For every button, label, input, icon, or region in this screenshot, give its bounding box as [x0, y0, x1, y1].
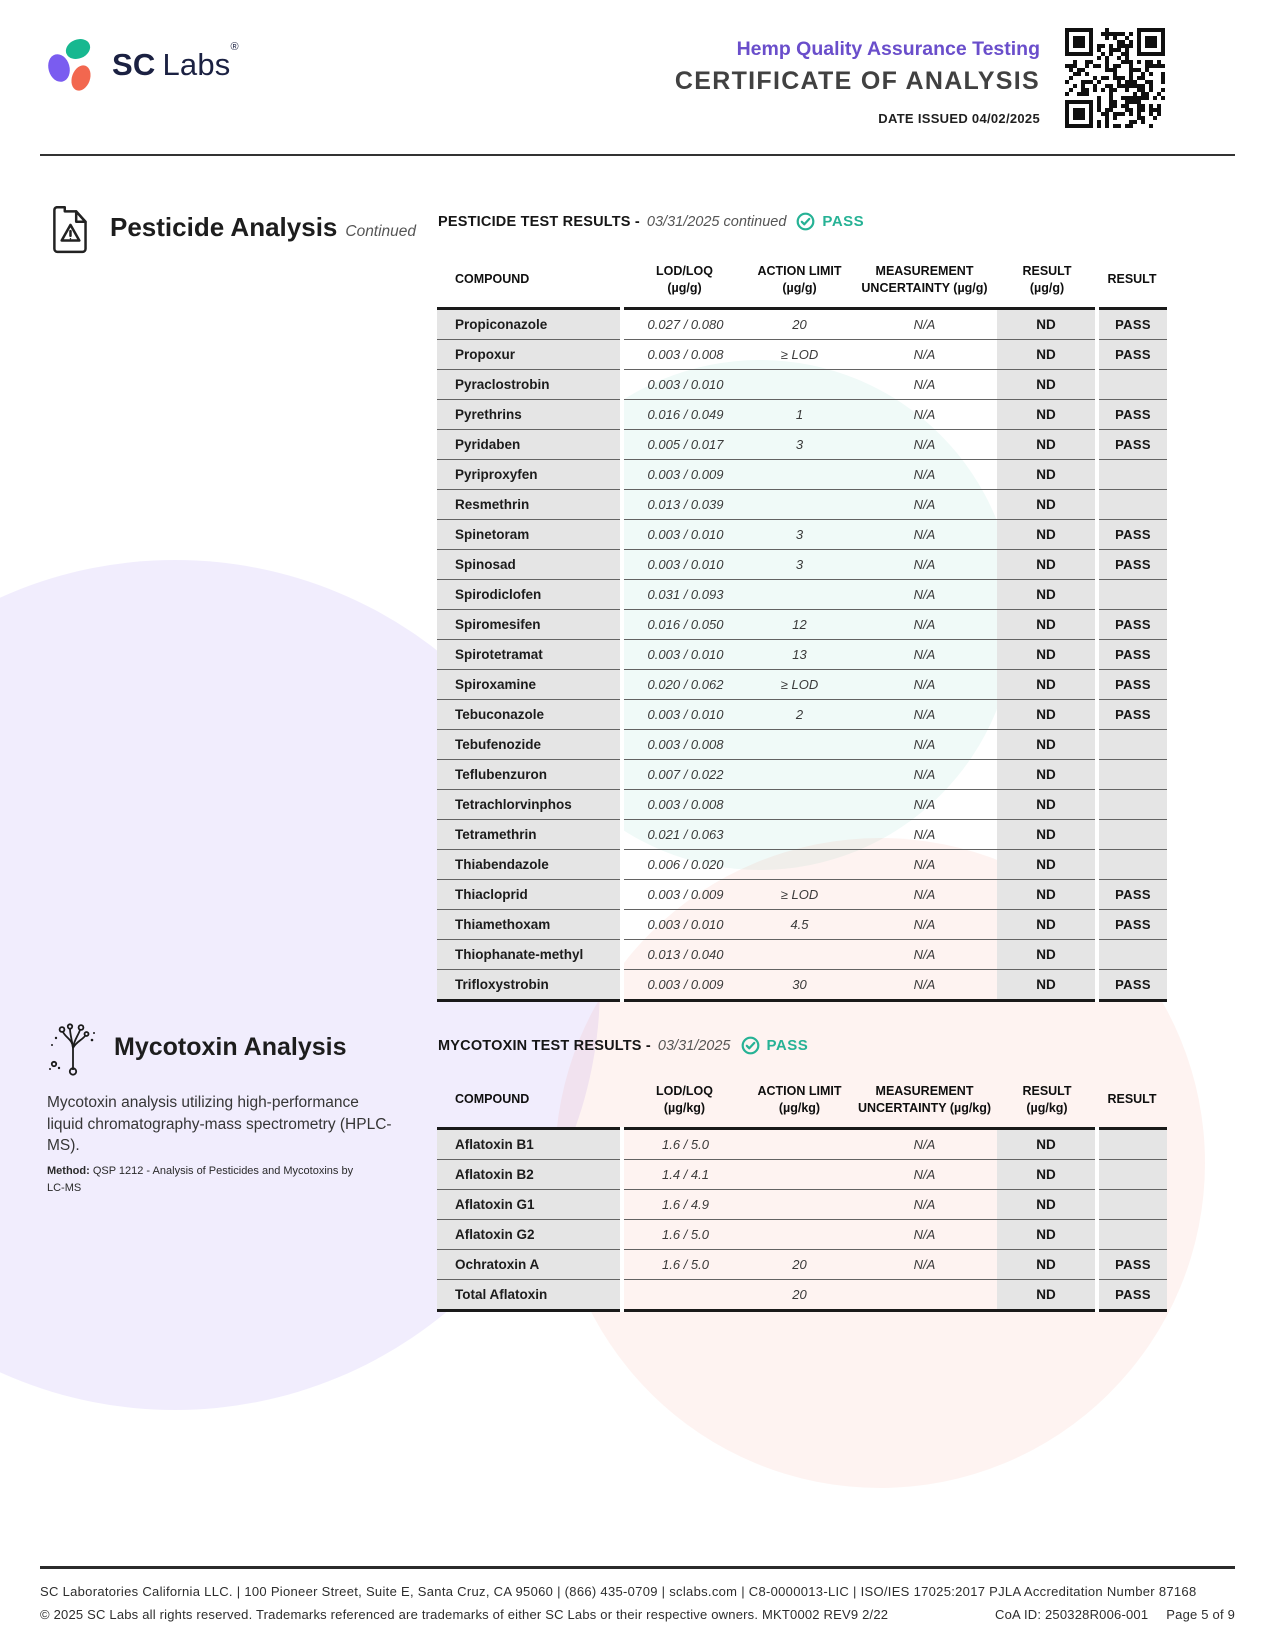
result-cell: ND [997, 790, 1097, 820]
table-row [437, 610, 1167, 640]
lod-loq-cell: 0.016 / 0.050 [622, 610, 747, 640]
mold-spore-icon [44, 1018, 102, 1076]
column-header: LOD/LOQ (µg/kg) [622, 1072, 747, 1129]
table-row [437, 790, 1167, 820]
section-title: Pesticide Analysis [110, 211, 338, 242]
mycotoxin-results-table [437, 1072, 1167, 1312]
footer-divider [40, 1566, 1235, 1569]
lod-loq-cell: 0.003 / 0.010 [622, 520, 747, 550]
uncertainty-cell: N/A [852, 1250, 997, 1280]
status-badge: PASS [766, 1037, 809, 1054]
compound-cell: Propiconazole [437, 309, 622, 340]
table-row [437, 640, 1167, 670]
table-row [437, 430, 1167, 460]
result-cell: ND [997, 820, 1097, 850]
compound-cell: Spiroxamine [437, 670, 622, 700]
column-header: RESULT (µg/g) [997, 252, 1097, 309]
action-limit-cell [747, 760, 852, 790]
table-row [437, 910, 1167, 940]
status-cell [1097, 580, 1167, 610]
status-cell: PASS [1097, 340, 1167, 370]
compound-cell: Spinosad [437, 550, 622, 580]
lod-loq-cell: 0.020 / 0.062 [622, 670, 747, 700]
table-row [437, 880, 1167, 910]
action-limit-cell [747, 730, 852, 760]
lod-loq-cell: 0.013 / 0.039 [622, 490, 747, 520]
action-limit-cell [747, 790, 852, 820]
result-cell: ND [997, 1190, 1097, 1220]
pesticide-canister-icon [48, 200, 94, 254]
date-issued: DATE ISSUED 04/02/2025 [878, 111, 1040, 126]
lod-loq-cell [622, 1280, 747, 1311]
compound-cell: Aflatoxin B1 [437, 1129, 622, 1160]
table-row [437, 490, 1167, 520]
action-limit-cell [747, 490, 852, 520]
result-cell: ND [997, 460, 1097, 490]
status-cell [1097, 1160, 1167, 1190]
compound-cell: Pyriproxyfen [437, 460, 622, 490]
result-cell: ND [997, 670, 1097, 700]
uncertainty-cell: N/A [852, 520, 997, 550]
action-limit-cell: 20 [747, 1250, 852, 1280]
table-header-row [437, 1072, 1167, 1129]
uncertainty-cell: N/A [852, 1129, 997, 1160]
uncertainty-cell: N/A [852, 790, 997, 820]
uncertainty-cell: N/A [852, 1220, 997, 1250]
table-row [437, 760, 1167, 790]
compound-cell: Tebuconazole [437, 700, 622, 730]
result-cell: ND [997, 520, 1097, 550]
registered-mark: ® [230, 40, 239, 53]
table-row [437, 370, 1167, 400]
table-row [437, 850, 1167, 880]
action-limit-cell [747, 850, 852, 880]
table-row [437, 1250, 1167, 1280]
result-cell: ND [997, 700, 1097, 730]
uncertainty-cell: N/A [852, 580, 997, 610]
action-limit-cell: 3 [747, 520, 852, 550]
lod-loq-cell: 0.007 / 0.022 [622, 760, 747, 790]
lod-loq-cell: 0.003 / 0.008 [622, 730, 747, 760]
compound-cell: Aflatoxin G1 [437, 1190, 622, 1220]
lod-loq-cell: 0.003 / 0.009 [622, 460, 747, 490]
table-row [437, 550, 1167, 580]
uncertainty-cell: N/A [852, 460, 997, 490]
table-row [437, 520, 1167, 550]
status-cell: PASS [1097, 910, 1167, 940]
uncertainty-cell [852, 1280, 997, 1311]
mycotoxin-method [47, 1163, 367, 1196]
action-limit-cell [747, 580, 852, 610]
lod-loq-cell: 0.003 / 0.008 [622, 340, 747, 370]
action-limit-cell [747, 1190, 852, 1220]
result-cell: ND [997, 970, 1097, 1001]
status-cell: PASS [1097, 700, 1167, 730]
status-cell: PASS [1097, 1250, 1167, 1280]
mycotoxin-results-title [438, 1036, 808, 1055]
result-cell: ND [997, 610, 1097, 640]
program-name: Hemp Quality Assurance Testing [736, 38, 1040, 60]
result-cell: ND [997, 400, 1097, 430]
lod-loq-cell: 0.003 / 0.010 [622, 700, 747, 730]
continued-label: Continued [345, 222, 417, 240]
result-cell: ND [997, 550, 1097, 580]
action-limit-cell: 30 [747, 970, 852, 1001]
action-limit-cell: 20 [747, 1280, 852, 1311]
compound-cell: Trifloxystrobin [437, 970, 622, 1001]
results-label: MYCOTOXIN TEST RESULTS - [438, 1037, 651, 1054]
check-circle-icon [796, 212, 815, 231]
status-cell [1097, 490, 1167, 520]
column-header: RESULT [1097, 1072, 1167, 1129]
status-cell [1097, 1220, 1167, 1250]
column-header: RESULT [1097, 252, 1167, 309]
result-cell: ND [997, 940, 1097, 970]
action-limit-cell [747, 1160, 852, 1190]
uncertainty-cell: N/A [852, 1160, 997, 1190]
table-row [437, 1129, 1167, 1160]
table-row [437, 309, 1167, 340]
table-row [437, 340, 1167, 370]
lod-loq-cell: 0.003 / 0.008 [622, 790, 747, 820]
table-row [437, 670, 1167, 700]
status-cell: PASS [1097, 640, 1167, 670]
lod-loq-cell: 0.016 / 0.049 [622, 400, 747, 430]
lod-loq-cell: 0.003 / 0.010 [622, 910, 747, 940]
footer-meta [995, 1607, 1235, 1622]
compound-cell: Spirodiclofen [437, 580, 622, 610]
results-label: PESTICIDE TEST RESULTS - [438, 213, 640, 230]
compound-cell: Thiamethoxam [437, 910, 622, 940]
compound-cell: Teflubenzuron [437, 760, 622, 790]
lod-loq-cell: 0.031 / 0.093 [622, 580, 747, 610]
status-cell [1097, 460, 1167, 490]
uncertainty-cell: N/A [852, 910, 997, 940]
column-header: COMPOUND [437, 252, 622, 309]
uncertainty-cell: N/A [852, 370, 997, 400]
footer-legal-row [40, 1607, 1235, 1622]
method-label: Method: [47, 1165, 90, 1177]
action-limit-cell: 20 [747, 309, 852, 340]
status-badge: PASS [822, 213, 865, 230]
logo-labs: Labs [162, 47, 231, 82]
lod-loq-cell: 0.003 / 0.010 [622, 370, 747, 400]
result-cell: ND [997, 370, 1097, 400]
logo-petals-icon [45, 36, 99, 94]
table-row [437, 1160, 1167, 1190]
uncertainty-cell: N/A [852, 760, 997, 790]
compound-cell: Spirotetramat [437, 640, 622, 670]
header-titles [675, 38, 1040, 126]
method-text: QSP 1212 - Analysis of Pesticides and Mycotoxins by LC-MS [47, 1165, 354, 1194]
lod-loq-cell: 1.6 / 5.0 [622, 1220, 747, 1250]
logo-sc: SC [112, 47, 156, 82]
column-header: ACTION LIMIT (µg/kg) [747, 1072, 852, 1129]
uncertainty-cell: N/A [852, 940, 997, 970]
action-limit-cell: 1 [747, 400, 852, 430]
status-cell: PASS [1097, 610, 1167, 640]
compound-cell: Pyridaben [437, 430, 622, 460]
table-row [437, 1220, 1167, 1250]
result-cell: ND [997, 340, 1097, 370]
status-cell [1097, 730, 1167, 760]
status-cell: PASS [1097, 970, 1167, 1001]
action-limit-cell [747, 460, 852, 490]
table-row [437, 730, 1167, 760]
status-cell [1097, 820, 1167, 850]
footer-copyright: © 2025 SC Labs all rights reserved. Trademarks referenced are trademarks of either SC Labs or their respective owners. MKT0002 REV9 2/22 [40, 1607, 889, 1622]
status-cell: PASS [1097, 430, 1167, 460]
uncertainty-cell: N/A [852, 700, 997, 730]
table-row [437, 940, 1167, 970]
compound-cell: Ochratoxin A [437, 1250, 622, 1280]
column-header: ACTION LIMIT (µg/g) [747, 252, 852, 309]
lod-loq-cell: 0.003 / 0.009 [622, 970, 747, 1001]
lod-loq-cell: 0.027 / 0.080 [622, 309, 747, 340]
compound-cell: Tebufenozide [437, 730, 622, 760]
result-cell: ND [997, 880, 1097, 910]
compound-cell: Spinetoram [437, 520, 622, 550]
mycotoxin-section-heading [44, 1018, 346, 1076]
compound-cell: Propoxur [437, 340, 622, 370]
action-limit-cell: 13 [747, 640, 852, 670]
column-header: LOD/LOQ (µg/g) [622, 252, 747, 309]
check-circle-icon [741, 1036, 760, 1055]
table-row [437, 700, 1167, 730]
table-row [437, 1190, 1167, 1220]
result-cell: ND [997, 850, 1097, 880]
result-cell: ND [997, 910, 1097, 940]
status-cell [1097, 1190, 1167, 1220]
result-cell: ND [997, 1220, 1097, 1250]
result-cell: ND [997, 490, 1097, 520]
action-limit-cell [747, 940, 852, 970]
uncertainty-cell: N/A [852, 400, 997, 430]
compound-cell: Thiabendazole [437, 850, 622, 880]
uncertainty-cell: N/A [852, 640, 997, 670]
results-date: 03/31/2025 continued [646, 213, 787, 230]
uncertainty-cell: N/A [852, 430, 997, 460]
action-limit-cell: 3 [747, 430, 852, 460]
table-header-row [437, 252, 1167, 309]
table-row [437, 1280, 1167, 1311]
action-limit-cell [747, 1129, 852, 1160]
compound-cell: Aflatoxin B2 [437, 1160, 622, 1190]
column-header: COMPOUND [437, 1072, 622, 1129]
action-limit-cell: ≥ LOD [747, 340, 852, 370]
compound-cell: Thiophanate-methyl [437, 940, 622, 970]
compound-cell: Thiacloprid [437, 880, 622, 910]
table-row [437, 970, 1167, 1001]
lod-loq-cell: 0.006 / 0.020 [622, 850, 747, 880]
pesticide-heading-text [110, 212, 416, 243]
pesticide-results-table [437, 252, 1167, 1002]
table-row [437, 820, 1167, 850]
lod-loq-cell: 0.005 / 0.017 [622, 430, 747, 460]
action-limit-cell [747, 370, 852, 400]
result-cell: ND [997, 760, 1097, 790]
action-limit-cell: 12 [747, 610, 852, 640]
compound-cell: Pyrethrins [437, 400, 622, 430]
uncertainty-cell: N/A [852, 490, 997, 520]
lod-loq-cell: 1.6 / 5.0 [622, 1129, 747, 1160]
result-cell: ND [997, 1129, 1097, 1160]
result-cell: ND [997, 1160, 1097, 1190]
action-limit-cell: 3 [747, 550, 852, 580]
uncertainty-cell: N/A [852, 820, 997, 850]
result-cell: ND [997, 1280, 1097, 1311]
table-row [437, 580, 1167, 610]
column-header: MEASUREMENT UNCERTAINTY (µg/g) [852, 252, 997, 309]
uncertainty-cell: N/A [852, 670, 997, 700]
table-row [437, 460, 1167, 490]
status-cell [1097, 850, 1167, 880]
mycotoxin-description: Mycotoxin analysis utilizing high-performance liquid chromatography-mass spectrometry (HPLC-MS). [47, 1094, 392, 1155]
lod-loq-cell: 1.6 / 5.0 [622, 1250, 747, 1280]
status-cell: PASS [1097, 670, 1167, 700]
status-cell: PASS [1097, 520, 1167, 550]
qr-code [1065, 28, 1165, 128]
action-limit-cell: ≥ LOD [747, 880, 852, 910]
result-cell: ND [997, 1250, 1097, 1280]
sc-labs-logo [45, 36, 239, 94]
header-divider [40, 154, 1235, 156]
result-cell: ND [997, 309, 1097, 340]
uncertainty-cell: N/A [852, 730, 997, 760]
uncertainty-cell: N/A [852, 610, 997, 640]
status-cell: PASS [1097, 880, 1167, 910]
uncertainty-cell: N/A [852, 309, 997, 340]
lod-loq-cell: 0.021 / 0.063 [622, 820, 747, 850]
result-cell: ND [997, 730, 1097, 760]
logo-wordmark [112, 40, 239, 83]
section-title: Mycotoxin Analysis [114, 1032, 347, 1061]
compound-cell: Spiromesifen [437, 610, 622, 640]
action-limit-cell [747, 820, 852, 850]
compound-cell: Tetrachlorvinphos [437, 790, 622, 820]
lod-loq-cell: 0.003 / 0.010 [622, 550, 747, 580]
compound-cell: Total Aflatoxin [437, 1280, 622, 1311]
result-cell: ND [997, 580, 1097, 610]
pesticide-results-title [438, 212, 864, 231]
results-date: 03/31/2025 [657, 1037, 731, 1054]
lod-loq-cell: 0.003 / 0.009 [622, 880, 747, 910]
status-cell: PASS [1097, 400, 1167, 430]
status-cell: PASS [1097, 1280, 1167, 1311]
lod-loq-cell: 0.003 / 0.010 [622, 640, 747, 670]
pesticide-section-heading [48, 200, 416, 254]
document-title: CERTIFICATE OF ANALYSIS [674, 67, 1040, 95]
uncertainty-cell: N/A [852, 550, 997, 580]
footer-lab-info: SC Laboratories California LLC. | 100 Pioneer Street, Suite E, Santa Cruz, CA 95060 | (866) 435-0709 | sclabs.com | C8-0000013-LIC | ISO/IES 17025:2017 PJLA Accreditation Number 87168 [40, 1584, 1197, 1599]
result-cell: ND [997, 640, 1097, 670]
uncertainty-cell: N/A [852, 880, 997, 910]
column-header: MEASUREMENT UNCERTAINTY (µg/kg) [852, 1072, 997, 1129]
status-cell [1097, 760, 1167, 790]
uncertainty-cell: N/A [852, 970, 997, 1001]
status-cell [1097, 1129, 1167, 1160]
result-cell: ND [997, 430, 1097, 460]
status-cell [1097, 790, 1167, 820]
action-limit-cell: 4.5 [747, 910, 852, 940]
lod-loq-cell: 1.4 / 4.1 [622, 1160, 747, 1190]
compound-cell: Pyraclostrobin [437, 370, 622, 400]
compound-cell: Resmethrin [437, 490, 622, 520]
coa-id: CoA ID: 250328R006-001 [995, 1607, 1149, 1622]
uncertainty-cell: N/A [852, 850, 997, 880]
column-header: RESULT (µg/kg) [997, 1072, 1097, 1129]
action-limit-cell: ≥ LOD [747, 670, 852, 700]
status-cell [1097, 940, 1167, 970]
uncertainty-cell: N/A [852, 1190, 997, 1220]
compound-cell: Aflatoxin G2 [437, 1220, 622, 1250]
action-limit-cell [747, 1220, 852, 1250]
lod-loq-cell: 1.6 / 4.9 [622, 1190, 747, 1220]
status-cell [1097, 370, 1167, 400]
page-number: Page 5 of 9 [1166, 1607, 1235, 1622]
lod-loq-cell: 0.013 / 0.040 [622, 940, 747, 970]
action-limit-cell: 2 [747, 700, 852, 730]
status-cell: PASS [1097, 550, 1167, 580]
uncertainty-cell: N/A [852, 340, 997, 370]
table-row [437, 400, 1167, 430]
status-cell: PASS [1097, 309, 1167, 340]
compound-cell: Tetramethrin [437, 820, 622, 850]
